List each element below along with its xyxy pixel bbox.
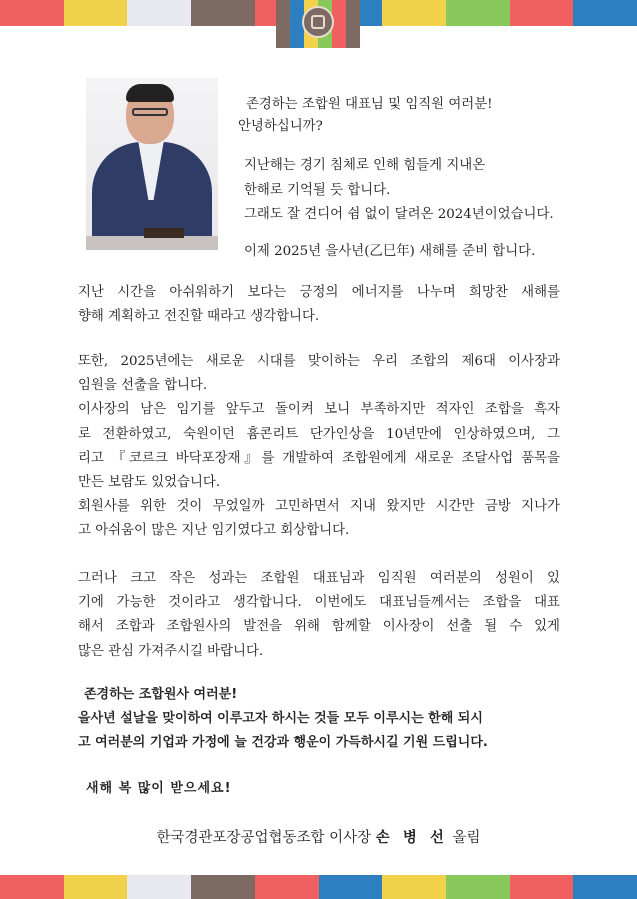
signature-org: 한국경관포장공업협동조합 이사장 (156, 830, 372, 846)
stripe-segment (255, 875, 319, 899)
paragraph-2-line: 또한, 2025년에는 새로운 시대를 맞이하는 우리 조합의 제6대 이사장과 (78, 354, 560, 369)
stripe-segment (191, 0, 255, 26)
stripe-segment (127, 875, 191, 899)
paragraph-2-line: 리고 『코르크 바닥포장재』를 개발하여 조합원에게 새로운 조달사업 품목을 (78, 450, 560, 466)
paragraph-2-line: 회원사를 위한 것이 무었일까 고민하면서 지내 왔지만 시간만 금방 지나가 (78, 499, 560, 515)
closing-line-1: 을사년 설날을 맞이하여 이루고자 하시는 것들 모두 이루시는 한해 되시 (78, 711, 483, 726)
greeting-line: 존경하는 조합원 대표님 및 임직원 여러분! (246, 97, 493, 112)
stripe-segment (64, 875, 128, 899)
intro-line-4: 이제 2025년 을사년(乙巳年) 새해를 준비 합니다. (244, 244, 536, 259)
stripe-segment (510, 875, 574, 899)
intro-line-2: 한해로 기억될 듯 합니다. (244, 183, 391, 198)
paragraph-2-line: 고 아쉬움이 많은 지난 임기였다고 회상합니다. (78, 523, 350, 539)
closing-address: 존경하는 조합원사 여러분! (84, 687, 238, 702)
stripe-segment (446, 0, 510, 26)
stripe-segment (64, 0, 128, 26)
stripe-segment (382, 875, 446, 899)
stripe-segment (446, 875, 510, 899)
paragraph-2 (78, 350, 560, 544)
stripe-segment (319, 875, 383, 899)
paragraph-2-line: 이사장의 남은 임기를 앞두고 돌이켜 보니 부족하지만 적자인 조합을 흑자 (78, 402, 560, 418)
paragraph-3-line: 많은 관심 가져주시길 바랍니다. (78, 643, 264, 659)
intro-line-3: 그래도 잘 견디어 쉼 없이 달려온 2024년이었습니다. (244, 207, 554, 222)
stripe-segment (191, 875, 255, 899)
closing-line-2: 고 여러분의 기업과 가정에 늘 건강과 행운이 가득하시길 기원 드립니다. (78, 735, 488, 750)
traditional-knot-emblem-icon (302, 6, 334, 38)
bottom-color-stripe (0, 875, 637, 899)
paragraph-3-line: 해서 조합과 조합원사의 발전을 위해 함께할 이사장이 선출 될 수 있게 (78, 619, 560, 635)
stripe-segment (0, 0, 64, 26)
paragraph-1 (78, 281, 560, 329)
paragraph-1-line: 지난 시간을 아쉬워하기 보다는 긍정의 에너지를 나누며 희망찬 새해를 (78, 285, 560, 300)
tab-segment (332, 0, 346, 48)
stripe-segment (0, 875, 64, 899)
paragraph-2-line: 로 전환하였고, 숙원이던 흄콘리트 단가인상을 10년만에 인상하였으며, 그 (78, 426, 560, 442)
tab-segment (346, 0, 360, 48)
signature-suffix: 올림 (452, 830, 481, 846)
stripe-segment (382, 0, 446, 26)
paragraph-2-line: 임원을 선출을 합니다. (78, 378, 208, 394)
paragraph-1-line: 향해 계획하고 전진할 때라고 생각합니다. (78, 309, 320, 325)
intro-line-1: 지난해는 경기 침체로 인해 힘들게 지내온 (244, 158, 486, 173)
chairman-portrait-photo (86, 78, 218, 250)
hello-line: 안녕하십니까? (238, 119, 323, 134)
stripe-segment (573, 875, 637, 899)
stripe-segment (127, 0, 191, 26)
signature (0, 826, 637, 847)
stripe-segment (573, 0, 637, 26)
signature-name: 손 병 선 (375, 830, 448, 846)
new-year-wish: 새해 복 많이 받으세요! (86, 781, 232, 796)
paragraph-3-line: 기에 가능한 것이라고 생각합니다. 이번에도 대표님들께서는 조합을 대표 (78, 595, 560, 611)
paragraph-3-line: 그러나 크고 작은 성과는 조합원 대표님과 임직원 여러분의 성원이 있 (78, 571, 560, 586)
paragraph-2-line: 만든 보람도 있었습니다. (78, 475, 221, 491)
stripe-segment (510, 0, 574, 26)
tab-segment (276, 0, 290, 48)
paragraph-3 (78, 567, 560, 664)
